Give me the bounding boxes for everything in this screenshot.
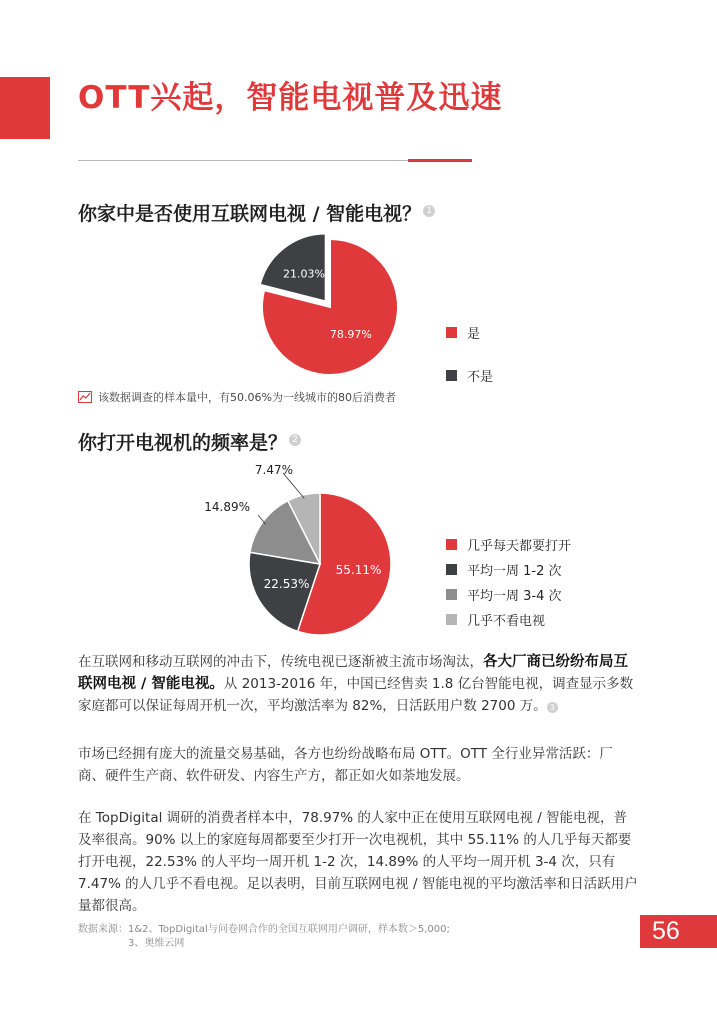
legend-swatch-yes	[446, 327, 457, 338]
chart-note-icon	[78, 391, 92, 403]
sources-label: 数据来源：	[78, 924, 128, 935]
question2-footnote-badge: 2	[289, 434, 301, 446]
pie-chart-tv-frequency	[200, 455, 430, 640]
sample-note	[78, 389, 396, 405]
page-number: 56	[640, 915, 717, 948]
sources-line-1-text: 1&2、TopDigital与问卷网合作的全国互联网用户调研，样本数＞5,000;	[128, 924, 450, 935]
legend-label-1-2-times: 平均一周 1-2 次	[467, 564, 562, 579]
title-divider-accent	[408, 159, 472, 162]
paragraph-1-bold: 各大厂商已纷纷布局互联网电视 / 智能电视。	[78, 654, 628, 692]
title-accent-block	[0, 77, 50, 139]
data-sources	[78, 923, 450, 951]
legend-label-3-4-times: 平均一周 3-4 次	[467, 589, 562, 604]
paragraph-2: 市场已经拥有庞大的流量交易基础，各方也纷纷战略布局 OTT。OTT 全行业异常活跃：厂商、硬件生产商、软件研发、内容生产方，都正如火如荼地发展。	[78, 746, 613, 784]
legend-item-3-4-times	[446, 585, 571, 604]
legend-swatch-1-2-times	[446, 564, 457, 575]
pie-label-yes: 78.97%	[329, 327, 372, 341]
legend-item-no	[446, 366, 493, 385]
question1-footnote-badge: 1	[423, 205, 435, 217]
question2-heading	[78, 428, 301, 455]
pie-label-1-2-times: 22.53%	[263, 577, 310, 592]
legend-item-rarely	[446, 610, 571, 629]
pie-label-rarely: 7.47%	[254, 463, 293, 477]
pie-label-daily: 55.11%	[335, 563, 382, 578]
legend-swatch-3-4-times	[446, 589, 457, 600]
title-divider	[78, 160, 408, 161]
legend-label-daily: 几乎每天都要打开	[467, 539, 572, 554]
sources-line-1	[78, 923, 450, 937]
paragraph-1-footnote-badge: 3	[547, 702, 558, 713]
paragraph-1-text: 在互联网和移动互联网的冲击下，传统电视已逐渐被主流市场淘汰，	[78, 654, 483, 670]
pie-label-3-4-times: 14.89%	[204, 500, 250, 514]
paragraph-1	[78, 651, 638, 717]
question1-heading-text: 你家中是否使用互联网电视 / 智能电视？	[78, 203, 422, 225]
legend-item-yes	[446, 323, 493, 342]
chart1-legend	[446, 323, 493, 385]
page-title: OTT兴起，智能电视普及迅速	[78, 80, 503, 116]
question1-heading	[78, 199, 435, 226]
legend-label-yes: 是	[467, 327, 481, 342]
paragraph-1-rest: 从 2013-2016 年，中国已经售卖 1.8 亿台智能电视，调查显示多数家庭都可以保证每周开机一次，平均激活率为 82%，日活跃用户数 2700 万。	[78, 676, 634, 714]
question2-heading-text: 你打开电视机的频率是？	[78, 432, 288, 454]
legend-label-no: 不是	[467, 370, 494, 385]
pie-label-no: 21.03%	[283, 267, 325, 281]
legend-item-daily	[446, 535, 571, 554]
sources-line-2: 3、奥维云网	[128, 938, 185, 949]
chart2-legend	[446, 535, 571, 629]
legend-swatch-daily	[446, 539, 457, 550]
legend-swatch-no	[446, 370, 457, 381]
pie-chart-tv-usage	[240, 225, 410, 390]
legend-swatch-rarely	[446, 614, 457, 625]
sample-note-text: 该数据调查的样本量中，有50.06%为一线城市的80后消费者	[98, 391, 396, 404]
paragraph-3: 在 TopDigital 调研的消费者样本中，78.97% 的人家中正在使用互联网电视 / 智能电视，普及率很高。90% 以上的家庭每周都要至少打开一次电视机，其中 55.11% 的人几乎每天都要打开电视，22.53% 的人平均一周开机 1-2 次，14.89% 的人平均一周开机 3-4 次，只有 7.47% 的人几乎不看电视。足以表明，目前互联网电视 / 智能电视的平均激活率和日活跃用户量都很高。	[78, 810, 638, 914]
legend-label-rarely: 几乎不看电视	[467, 614, 546, 629]
legend-item-1-2-times	[446, 560, 571, 579]
